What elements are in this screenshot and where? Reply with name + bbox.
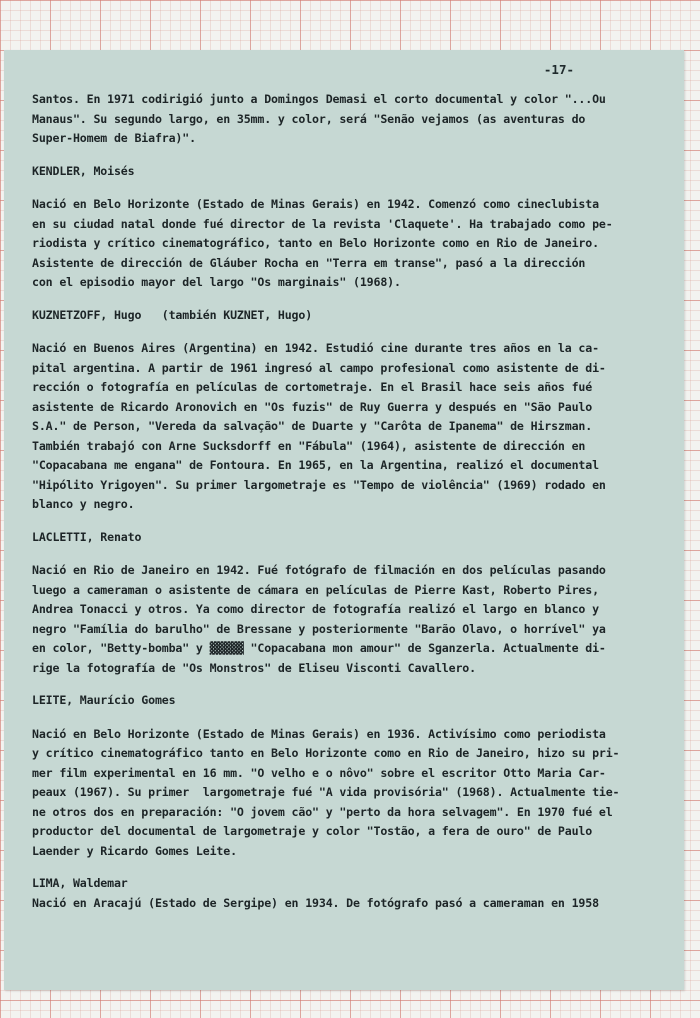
entry-kuznetzoff [32,306,672,515]
text-line: Nació en Belo Horizonte (Estado de Minas Gerais) en 1942. Comenzó como cineclubista [32,197,599,211]
page-content [32,90,672,913]
entry-heading: LEITE, Maurício Gomes [32,693,176,707]
text-line: Santos. En 1971 codirigió junto a Domingos Demasi el corto documental y color "...Ou [32,92,606,106]
entry-lima [32,874,672,913]
entry-paragraph [32,195,672,293]
text-line: en su ciudad natal donde fué director de la revista 'Claquete'. Ha trabajado como pe- [32,216,613,231]
text-line: S.A." de Person, "Vereda da salvação" de Duarte y "Carôta de Ipanema" de Hirszman. [32,419,593,433]
entry-heading: KENDLER, Moisés [32,163,135,178]
text-line: en color, "Betty-bomba" y ▓▓▓▓▓ "Copacabana mon amour" de Sganzerla. Actualmente di- [32,641,606,655]
entry-kendler [32,162,672,293]
text-line: y crítico cinematográfico tanto en Belo Horizonte como en Rio de Janeiro, hizo su pri- [32,746,620,760]
entry-heading: KUZNETZOFF, Hugo (también KUZNET, Hugo) [32,307,313,322]
text-line: Manaus". Su segundo largo, en 35mm. y color, será "Senão vejamos (as aventuras do [32,111,586,126]
text-line: con el episodio mayor del largo "Os marginais" (1968). [32,275,401,289]
text-line: peaux (1967). Su primer largometraje fué "A vida provisória" (1968). Actualmente tie- [32,785,620,799]
entry-paragraph [32,725,672,862]
text-line: Nació en Belo Horizonte (Estado de Minas Gerais) en 1936. Activísimo como periodista [32,726,606,741]
entry-paragraph [32,561,672,678]
text-line: "Hipólito Yrigoyen". Su primer largometraje es "Tempo de violência" (1969) rodado en [32,477,606,492]
text-line: productor del documental de largometraje y color "Tostão, a fera de ouro" de Paulo [32,824,593,838]
intro-paragraph [32,90,672,149]
text-line: Super-Homem de Biafra)". [32,131,196,145]
text-line: negro "Família do barulho" de Bressane y posteriormente "Barão Olavo, o horrível" ya [32,621,606,636]
text-line: Andrea Tonacci y otros. Ya como director de fotografía realizó el largo en blanco y [32,602,599,616]
text-line: Nació en Buenos Aires (Argentina) en 1942. Estudió cine durante tres años en la ca- [32,341,599,355]
text-line: "Copacabana me engana" de Fontoura. En 1965, en la Argentina, realizó el documental [32,458,599,472]
text-line: asistente de Ricardo Aronovich en "Os fuzis" de Ruy Guerra y después en "São Paulo [32,399,593,414]
text-line: También trabajó con Arne Sucksdorff en "Fábula" (1964), asistente de dirección en [32,438,586,453]
entry-paragraph [32,894,672,914]
text-line: rección o fotografía en películas de cortometraje. En el Brasil hace seis años fué [32,380,593,394]
text-line: Nació en Rio de Janeiro en 1942. Fué fotógrafo de filmación en dos películas pasando [32,563,606,577]
entry-heading: LIMA, Waldemar [32,876,128,890]
entry-paragraph [32,339,672,515]
text-line: Asistente de dirección de Gláuber Rocha en "Terra em transe", pasó a la dirección [32,255,586,270]
text-line: pital argentina. A partir de 1961 ingresó al campo profesional como asistente de di- [32,360,606,375]
text-line: riodista y crítico cinematográfico, tanto en Belo Horizonte como en Rio de Janeiro. [32,236,599,250]
text-line: rige la fotografía de "Os Monstros" de Eliseu Visconti Cavallero. [32,660,476,675]
text-line: mer film experimental en 16 mm. "O velho e o nôvo" sobre el escritor Otto Maria Car- [32,765,606,780]
entry-leite [32,691,672,861]
text-line: Nació en Aracajú (Estado de Sergipe) en 1934. De fotógrafo pasó a cameraman en 1958 [32,895,599,910]
page-number: -17- [543,62,574,77]
text-line: ne otros dos en preparación: "O jovem cão" y "perto da hora selvagem". En 1970 fué el [32,804,613,819]
text-line: Laender y Ricardo Gomes Leite. [32,843,237,858]
text-line: blanco y negro. [32,497,135,511]
entry-lacletti [32,528,672,679]
text-line: luego a cameraman o asistente de cámara en películas de Pierre Kast, Roberto Pires, [32,582,599,597]
entry-heading: LACLETTI, Renato [32,529,142,544]
typed-page [4,50,684,990]
